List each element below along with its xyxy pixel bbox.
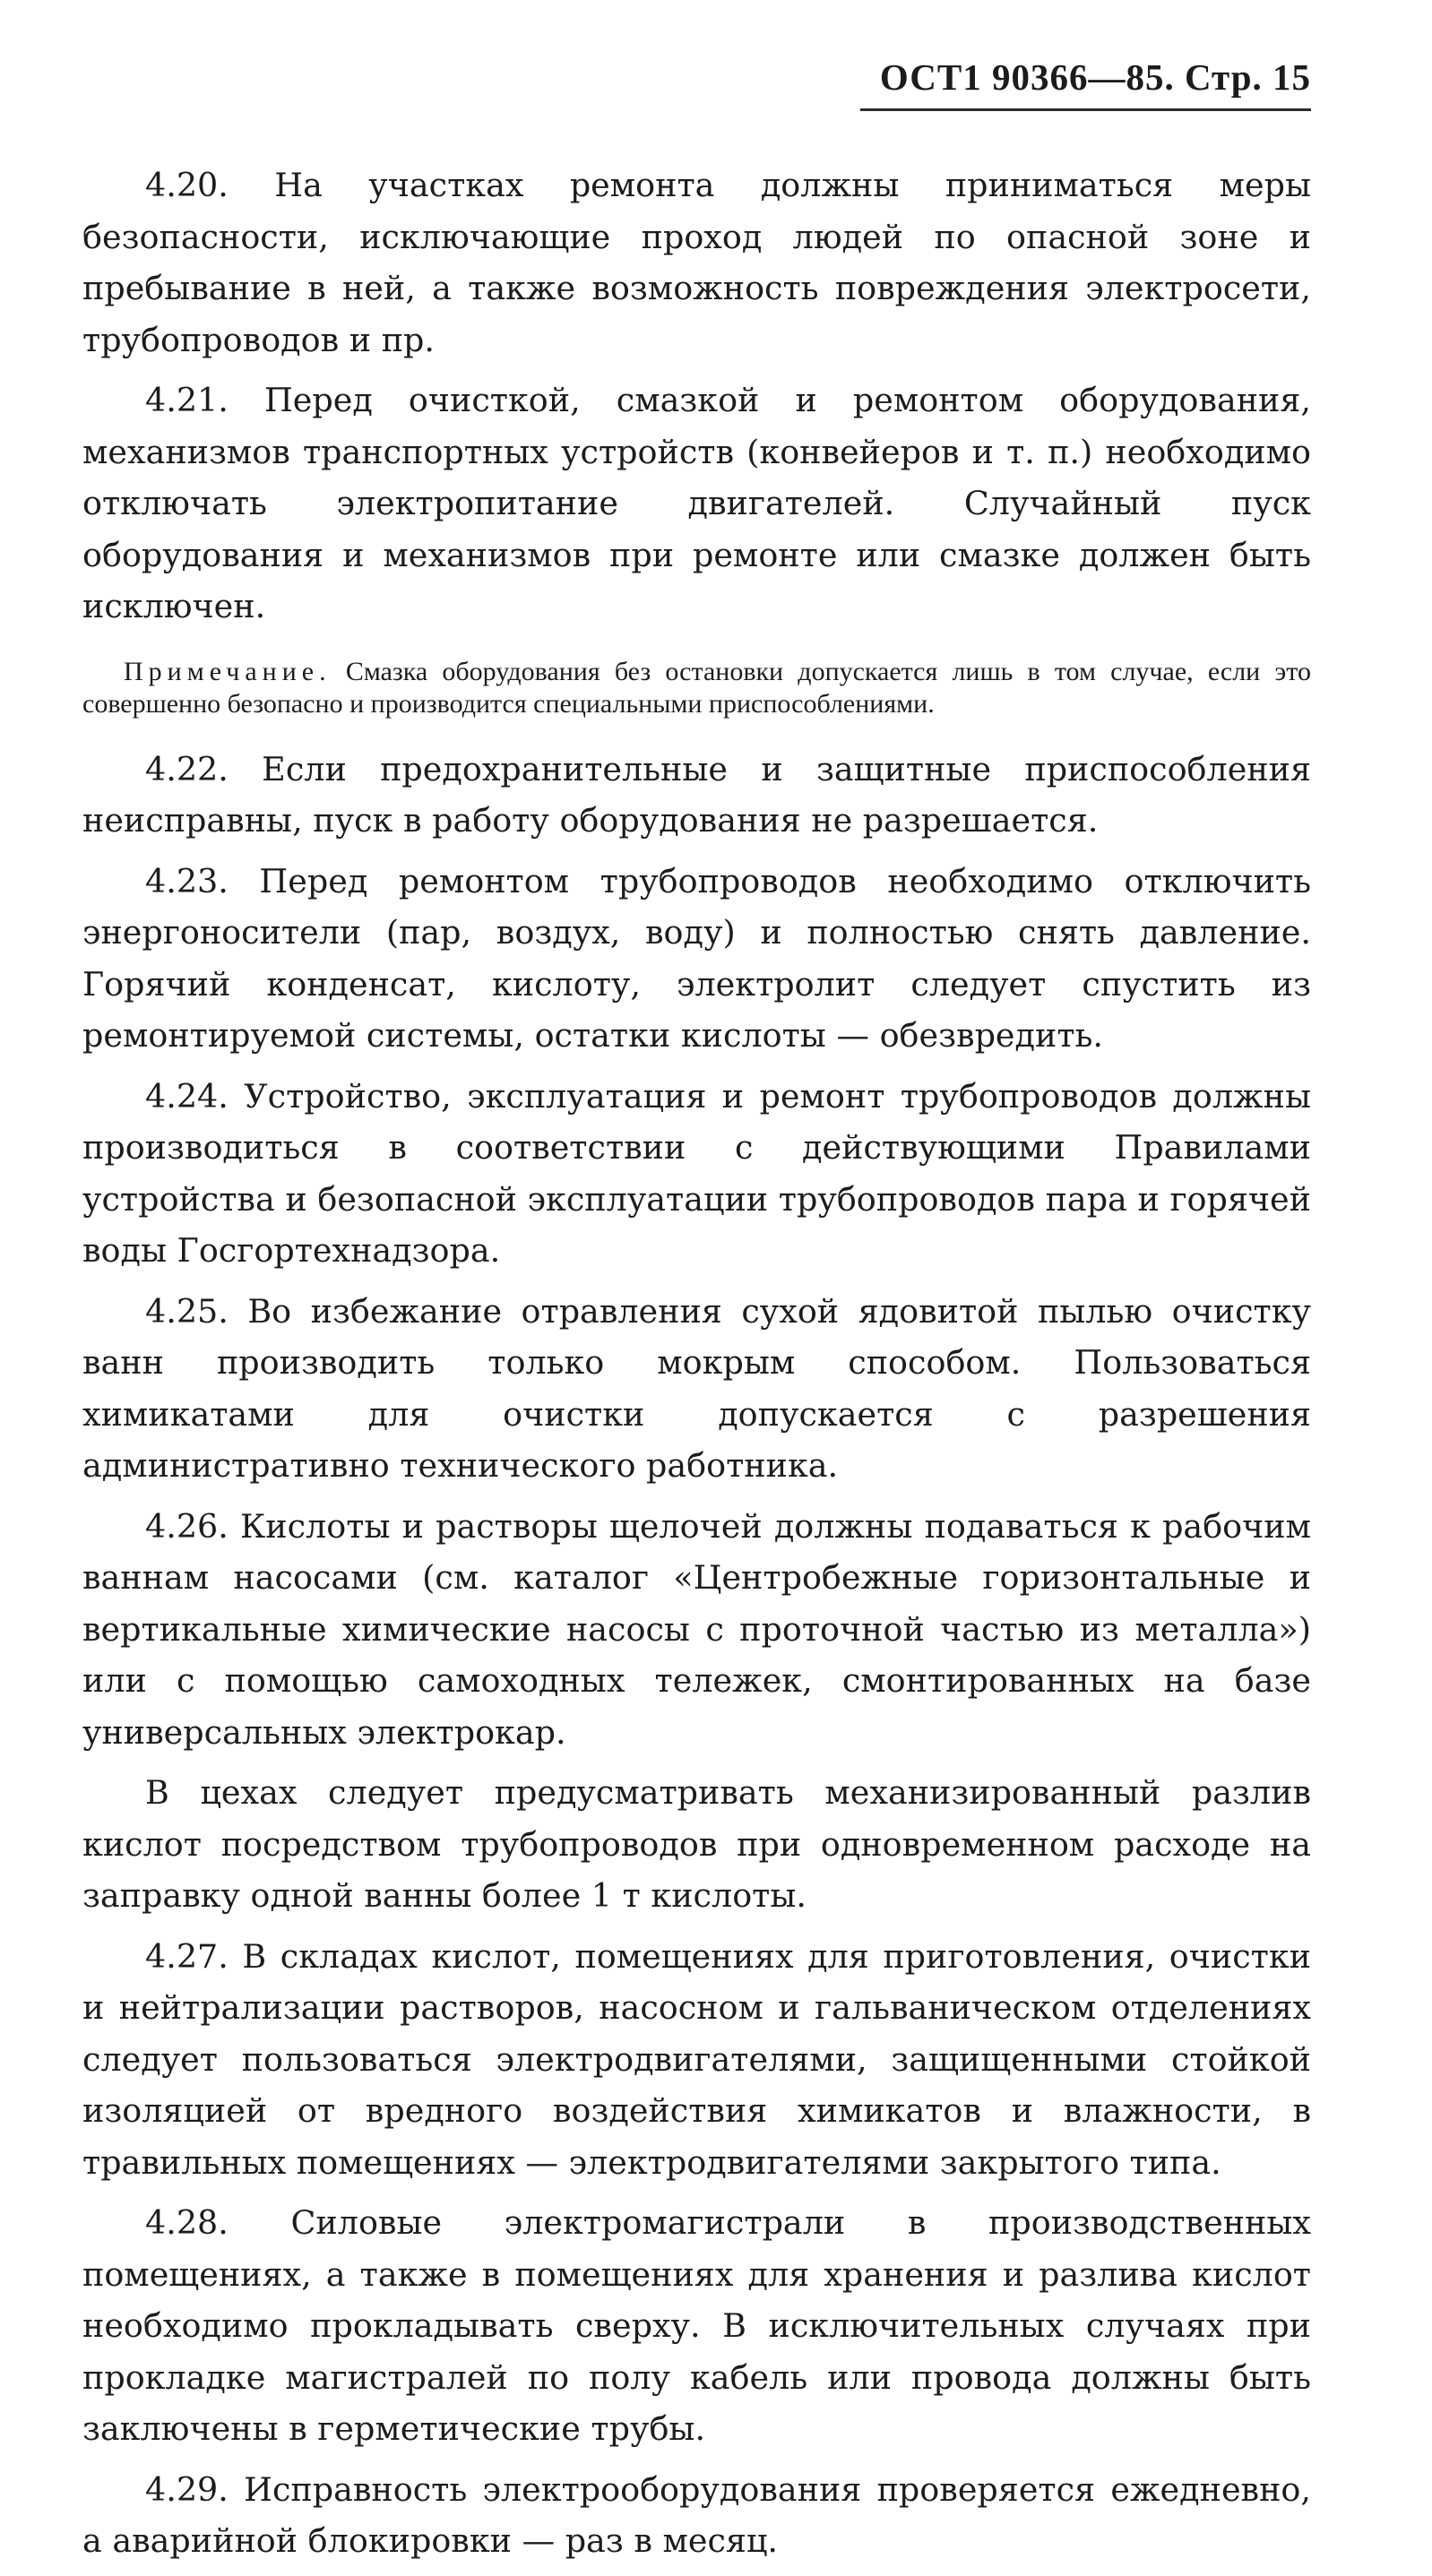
paragraph-4-27: 4.27. В складах кислот, помещениях для приготовления, очистки и нейтрализации растворов, насосном и гальваническом отделениях следует пользоваться электродвигателями, защищенными стойкой изоляцией от вредного воздействия химикатов и влажности, в травильных помещениях — электродвигателями закрытого типа. xyxy=(82,1936,1311,2182)
page-header: ОСТ1 90366—85. Стр. 15 xyxy=(879,56,1311,98)
paragraph-4-22: 4.22. Если предохранительные и защитные приспособления неисправны, пуск в работу оборудования не разрешается. xyxy=(82,749,1311,840)
paragraph-4-21: 4.21. Перед очисткой, смазкой и ремонтом оборудования, механизмов транспортных устройств (конвейеров и т. п.) необходимо отключать электропитание двигателей. Случайный пуск оборудования и механизмов при ремонте или смазке должен быть исключен. xyxy=(82,381,1311,625)
paragraph-4-26: 4.26. Кислоты и растворы щелочей должны подаваться к рабочим ваннам насосами (см. каталог «Центробежные горизонтальные и вертикальные химические насосы с проточной частью из металла») или с помощью самоходных тележек, смонтированных на базе универсальных электрокар. xyxy=(82,1506,1311,1752)
paragraph-4-23: 4.23. Перед ремонтом трубопроводов необходимо отключить энергоносители (пар, воздух, воду) и полностью снять давление. Горячий конденсат, кислоту, электролит следует спустить из ремонтируемой системы, остатки кислоты — обезвредить. xyxy=(82,861,1311,1055)
document-body xyxy=(82,159,1311,2576)
paragraph-4-24: 4.24. Устройство, эксплуатация и ремонт трубопроводов должны производиться в соответствии с действующими Правилами устройства и безопасной эксплуатации трубопроводов пара и горячей воды Госгортехнадзора. xyxy=(82,1076,1311,1270)
paragraph-4-26-continued: В цехах следует предусматривать механизированный разлив кислот посредством трубопроводов при одновременном расходе на заправку одной ванны более 1 т кислоты. xyxy=(82,1773,1311,1915)
note xyxy=(82,656,1311,720)
note-label: Примечание. xyxy=(124,656,332,686)
header-underline xyxy=(860,108,1311,111)
paragraph-4-29: 4.29. Исправность электрооборудования проверяется ежедневно, а аварийной блокировки — раз в месяц. xyxy=(82,2469,1311,2560)
paragraph-4-28: 4.28. Силовые электромагистрали в производственных помещениях, а также в помещениях для хранения и разлива кислот необходимо прокладывать сверху. В исключительных случаях при прокладке магистралей по полу кабель или провода должны быть заключены в герметические трубы. xyxy=(82,2203,1311,2448)
paragraph-4-20: 4.20. На участках ремонта должны приниматься меры безопасности, исключающие проход людей по опасной зоне и пребывание в ней, а также возможность повреждения электросети, трубопроводов и пр. xyxy=(82,166,1311,359)
paragraph-4-25: 4.25. Во избежание отравления сухой ядовитой пылью очистку ванн производить только мокрым способом. Пользоваться химикатами для очистки допускается с разрешения административно технического работника. xyxy=(82,1291,1311,1485)
note-text: Смазка оборудования без остановки допускается лишь в том случае, если это совершенно безопасно и производится специальными приспособлениями. xyxy=(82,656,1312,719)
